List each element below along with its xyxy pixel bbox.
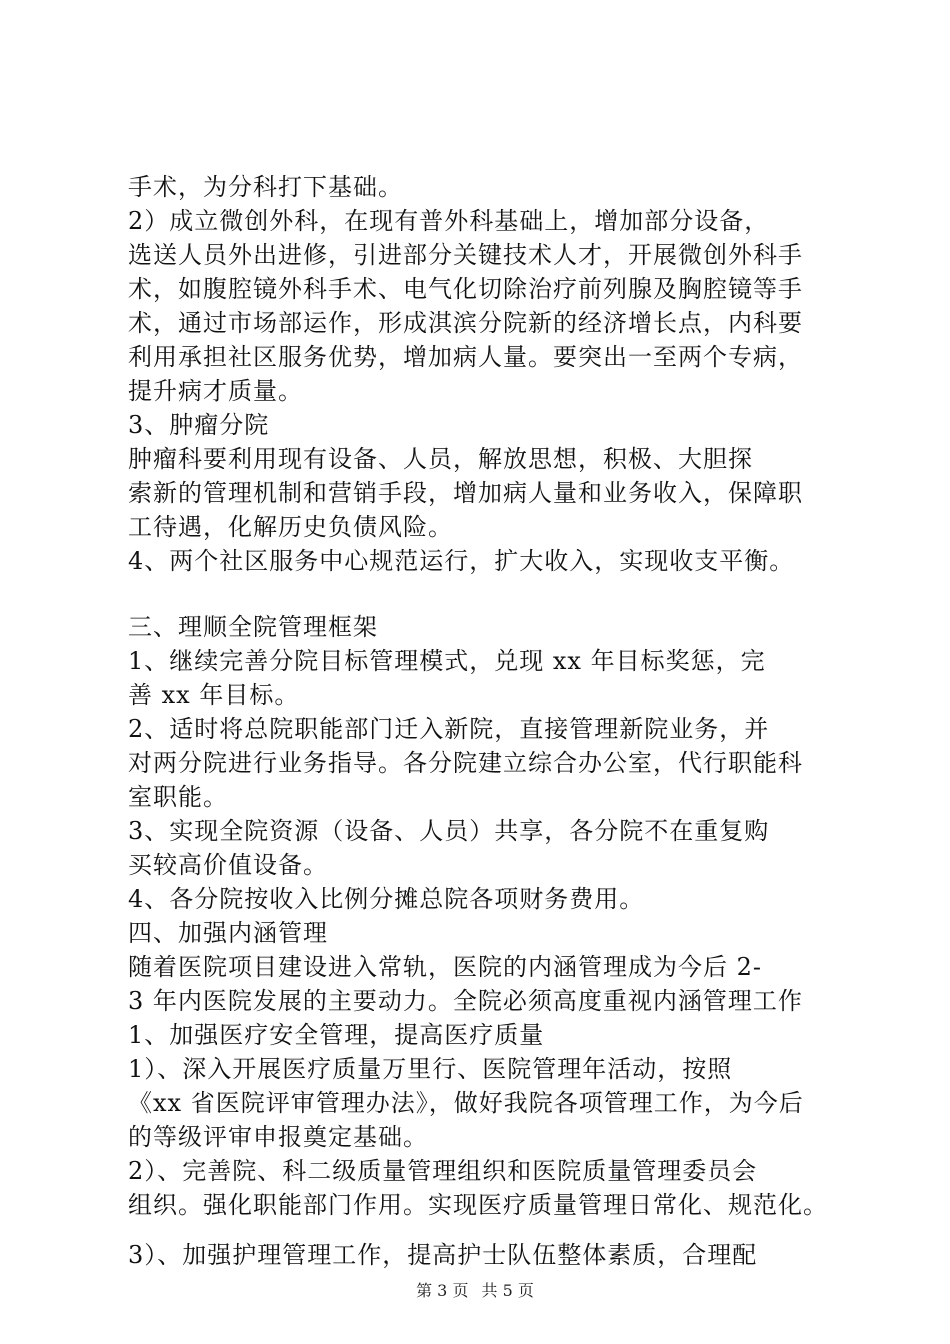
text-line: 《xx 省医院评审管理办法》，做好我院各项管理工作，为今后 [128,1089,804,1117]
text-line: 4、各分院按收入比例分摊总院各项财务费用。 [128,885,645,913]
section-heading: 3、肿瘤分院 [128,411,270,439]
text-line: 2、适时将总院职能部门迁入新院，直接管理新院业务，并 [128,715,770,743]
text-line: 4、两个社区服务中心规范运行，扩大收入，实现收支平衡。 [128,547,795,575]
section-heading: 三、理顺全院管理框架 [128,613,378,641]
text-line: 1、继续完善分院目标管理模式，兑现 xx 年目标奖惩，完 [128,647,766,675]
text-line: 术，通过市场部运作，形成淇滨分院新的经济增长点，内科要 [128,309,803,337]
text-line: 术，如腹腔镜外科手术、电气化切除治疗前列腺及胸腔镜等手 [128,275,803,303]
text-line: 的等级评审申报奠定基础。 [128,1123,428,1151]
page-total: 共 5 页 [481,1281,534,1300]
page-footer [0,1280,950,1302]
text-line: 3）、加强护理管理工作，提高护士队伍整体素质，合理配 [128,1241,758,1269]
section-heading: 四、加强内涵管理 [128,919,328,947]
text-line: 善 xx 年目标。 [128,681,300,709]
text-line: 组织。强化职能部门作用。实现医疗质量管理日常化、规范化。 [128,1191,828,1219]
text-line: 3、实现全院资源（设备、人员）共享，各分院不在重复购 [128,817,770,845]
text-line: 选送人员外出进修，引进部分关键技术人才，开展微创外科手 [128,241,803,269]
text-line: 3 年内医院发展的主要动力。全院必须高度重视内涵管理工作 [128,987,803,1015]
text-line: 对两分院进行业务指导。各分院建立综合办公室，代行职能科 [128,749,803,777]
text-line: 1）、深入开展医疗质量万里行、医院管理年活动，按照 [128,1055,733,1083]
text-line: 室职能。 [128,783,228,811]
text-line: 随着医院项目建设进入常轨，医院的内涵管理成为今后 2- [128,953,763,981]
page-number: 第 3 页 [416,1281,469,1300]
text-line: 肿瘤科要利用现有设备、人员，解放思想，积极、大胆探 [128,445,753,473]
text-line: 2）、完善院、科二级质量管理组织和医院质量管理委员会 [128,1157,758,1185]
text-line: 工待遇，化解历史负债风险。 [128,513,453,541]
text-line: 索新的管理机制和营销手段，增加病人量和业务收入，保障职 [128,479,803,507]
text-line: 2）成立微创外科，在现有普外科基础上，增加部分设备， [128,207,770,235]
text-line: 1、加强医疗安全管理，提高医疗质量 [128,1021,545,1049]
text-line: 买较高价值设备。 [128,851,328,879]
text-line: 手术，为分科打下基础。 [128,173,403,201]
text-line: 提升病才质量。 [128,377,303,405]
text-line: 利用承担社区服务优势，增加病人量。要突出一至两个专病， [128,343,803,371]
